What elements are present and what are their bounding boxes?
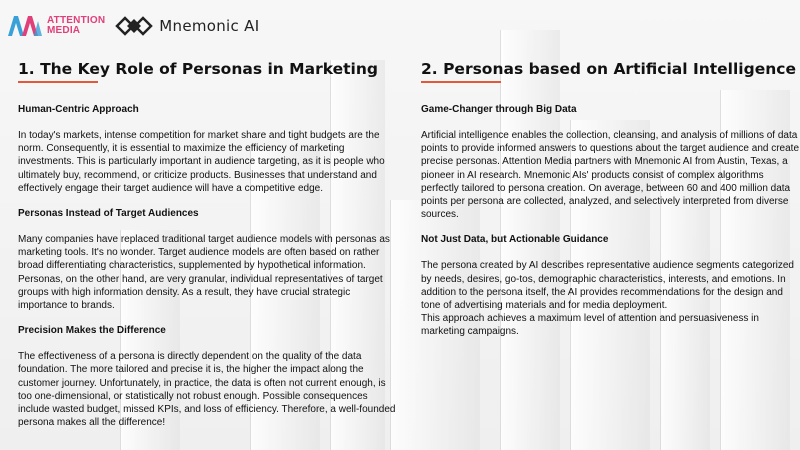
section-body: Many companies have replaced traditional target audience models with personas as marketing tools. It's no wonder. Target audience models are often based on rather broad differentiating characteristics, supplemented by hypothetical information. Personas, on the other hand, are very granular, individual representatives of target groups with high information density. As a result, they have crucial strategic importance to brands. [18,234,390,312]
header-logos [8,10,259,42]
left-column [18,58,401,429]
section-heading: Not Just Data, but Actionable Guidance [421,234,609,246]
attention-media-wordmark [47,16,105,36]
right-title-underline [421,81,501,83]
right-column [421,58,800,339]
right-title: 2. Personas based on Artificial Intelligence [421,60,796,78]
section-heading: Precision Makes the Difference [18,325,166,337]
section-body: Artificial intelligence enables the collection, cleansing, and analysis of millions of data points to provide informed answers to questions about the target audience and create precise personas. Attention Media partners with Mnemonic AI from Austin, Texas, a pioneer in AI research. Mnemonic AIs' products consist of complex algorithms perfectly tailored to persona creation. On average, between 60 and 400 million data points per persona are collected, analyzed, and selectively interpreted from diverse sources. [421,130,800,221]
section-body: The persona created by AI describes representative audience segments categorized by needs, desires, go-tos, demographic characteristics, interests, and emotions. In addition to the persona itself, the AI provides recommendations for the design and tone of advertising materials and for media deployment. This approach achieves a maximum level of attention and persuasiveness in marketing campaigns. [421,260,794,338]
section-heading: Human-Centric Approach [18,104,139,115]
attention-media-line2: MEDIA [47,25,81,36]
left-title-underline [18,81,98,83]
mnemonic-ai-logo [115,13,259,39]
section-heading: Game-Changer through Big Data [421,104,577,115]
mnemonic-ai-wordmark: Mnemonic AI [159,17,260,35]
attention-media-line1: ATTENTION [47,15,106,26]
attention-media-mark-icon [8,16,44,36]
mnemonic-ai-mark-icon [115,13,153,39]
attention-media-logo [8,16,105,36]
section-heading: Personas Instead of Target Audiences [18,208,199,220]
section-body: In today's markets, intense competition for market share and tight budgets are the norm. Consequently, it is essential to maximize the efficiency of marketing investments. This is particularly important in audience targeting, as it is people who ultimately buy, recommend, or criticize products. Businesses that understand and effectively engage their target audience will have a competitive edge. [18,130,385,194]
section-body: The effectiveness of a persona is directly dependent on the quality of the data foundation. The more tailored and precise it is, the higher the impact along the customer journey. Unfortunately, in practice, the data is often not current enough, is too one-dimensional, or statistically not robust enough. Possible consequences include wasted budget, missed KPIs, and loss of efficiency. Therefore, a well-founded persona makes all the difference! [18,351,396,429]
left-title: 1. The Key Role of Personas in Marketing [18,60,378,78]
